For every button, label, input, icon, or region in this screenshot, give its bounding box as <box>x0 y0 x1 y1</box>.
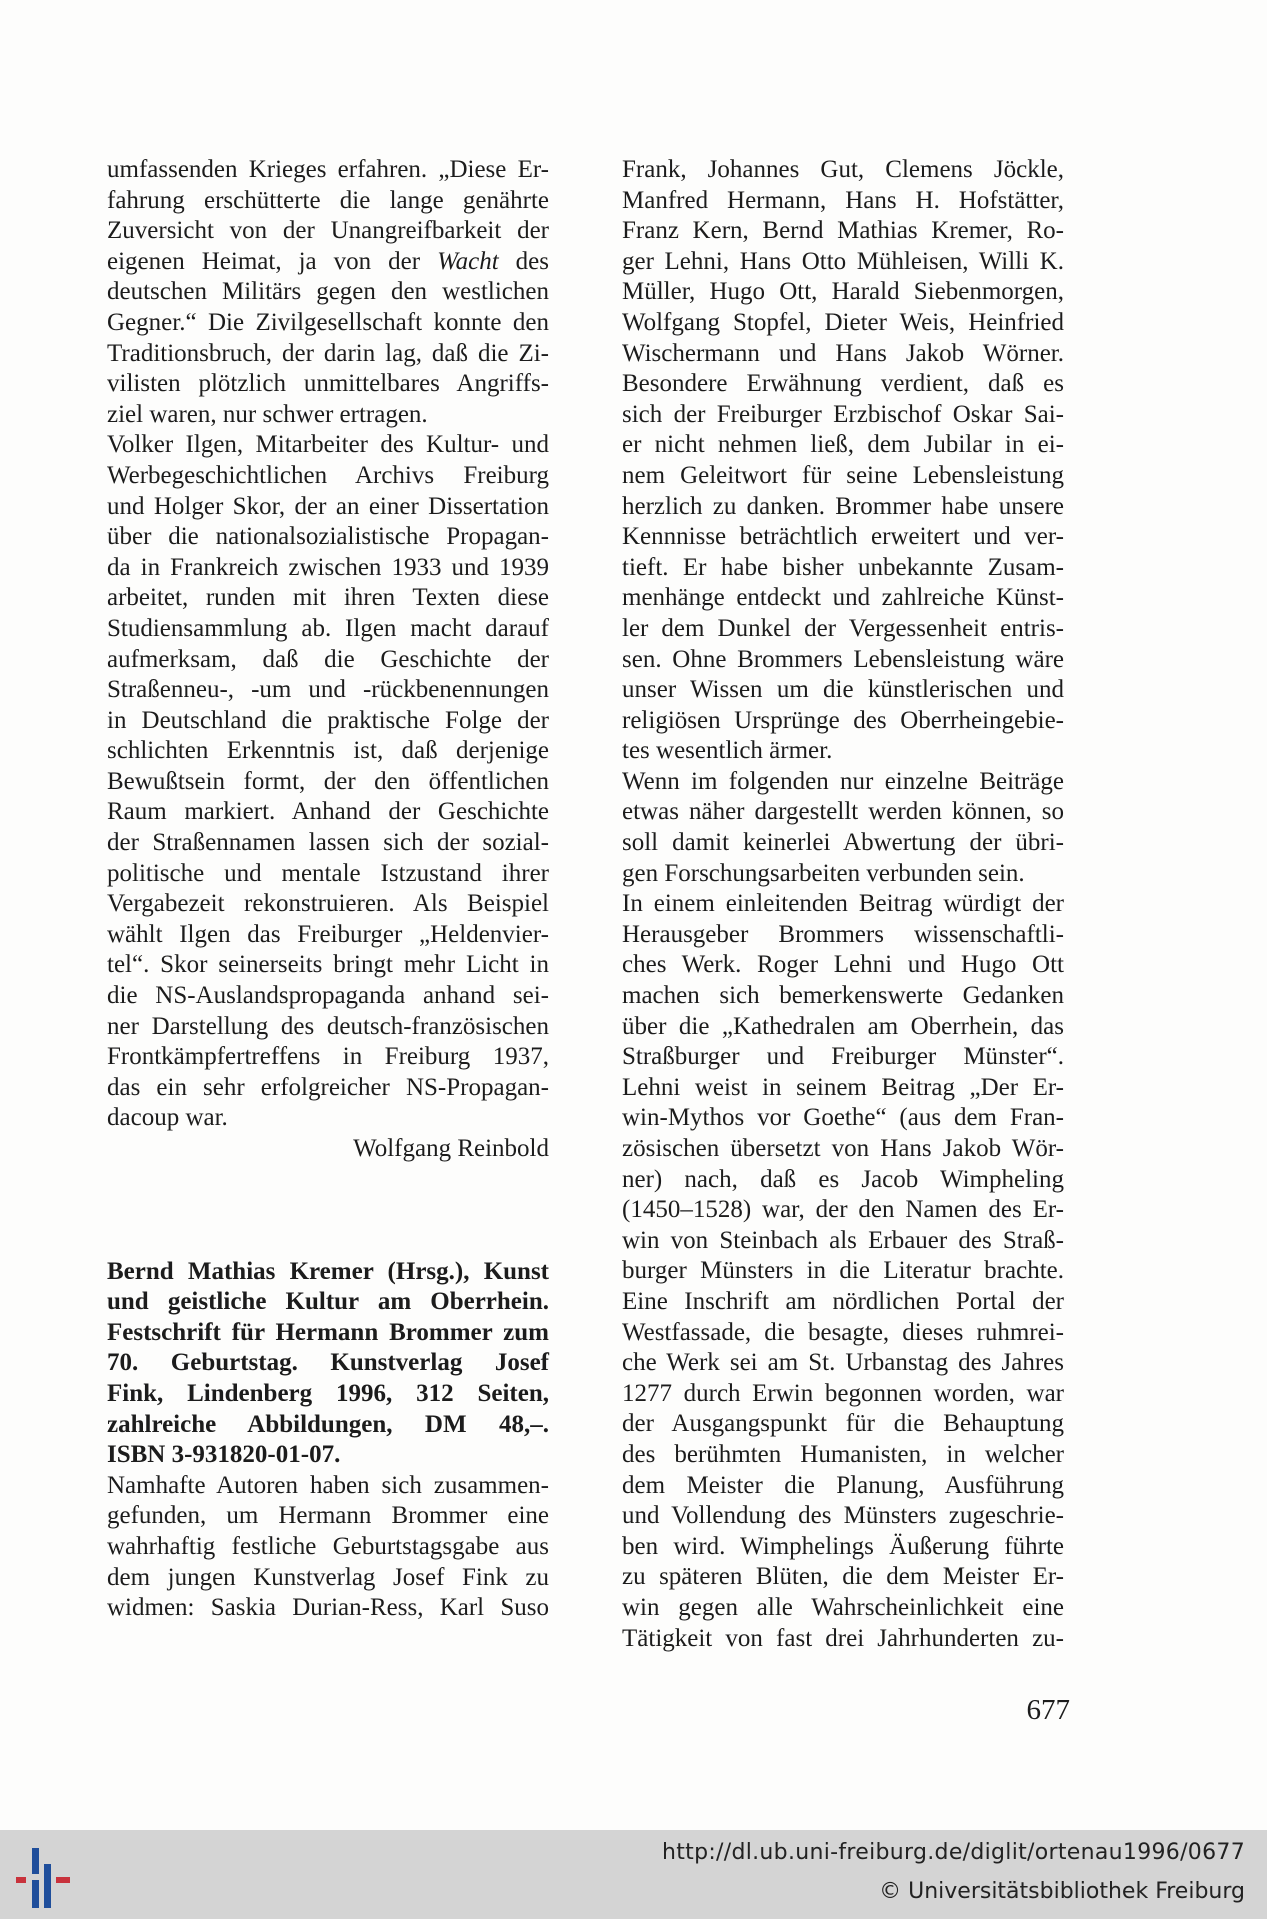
text-line: Straßburger und Freiburger Münster“. <box>622 1043 1064 1071</box>
text-line: ben wird. Wimphelings Äußerung führte <box>622 1532 1064 1560</box>
text-line: burger Münsters in die Literatur brachte. <box>622 1257 1064 1285</box>
text-line: und Vollendung des Münsters zugeschrie- <box>622 1502 1064 1530</box>
text-line: der Ausgangspunkt für die Behauptung <box>622 1410 1064 1438</box>
heading-line: ISBN 3-931820-01-07. <box>107 1441 341 1469</box>
text-line: politische und mentale Istzustand ihrer <box>107 859 549 887</box>
text-line: machen sich bemerkenswerte Gedanken <box>622 982 1064 1010</box>
text-line: Westfassade, die besagte, dieses ruhmrei- <box>622 1318 1064 1346</box>
text-line: unser Wissen um die künstlerischen und <box>622 676 1064 704</box>
heading-line: und geistliche Kultur am Oberrhein. <box>107 1288 549 1316</box>
text-line: ler dem Dunkel der Vergessenheit entris- <box>622 614 1064 642</box>
text-line: er nicht nehmen ließ, dem Jubilar in ei- <box>622 431 1064 459</box>
text-line: win von Steinbach als Erbauer des Straß- <box>622 1226 1064 1254</box>
text-line: Bewußtsein formt, der den öffentlichen <box>107 767 549 795</box>
text-line: dacoup war. <box>107 1104 228 1132</box>
text-line: win gegen alle Wahrscheinlichkeit eine <box>622 1593 1064 1621</box>
text-line: vilisten plötzlich unmittelbares Angriffs- <box>107 370 549 398</box>
footer-bar <box>0 1830 1267 1919</box>
text-line: widmen: Saskia Durian-Ress, Karl Suso <box>107 1594 549 1622</box>
text-line: tieft. Er habe bisher unbekannte Zusam- <box>622 553 1064 581</box>
text-line: Müller, Hugo Ott, Harald Siebenmorgen, <box>622 278 1064 306</box>
page-number: 677 <box>1026 1694 1070 1726</box>
text-line: 1277 durch Erwin begonnen worden, war <box>622 1379 1064 1407</box>
text-line: (1450–1528) war, der den Namen des Er- <box>622 1196 1064 1224</box>
text-line: da in Frankreich zwischen 1933 und 1939 <box>107 553 549 581</box>
text-line: fahrung erschütterte die lange genährte <box>107 186 549 214</box>
left-paragraph-3 <box>107 1471 549 1624</box>
text-line: tel“. Skor seinerseits bringt mehr Licht in <box>107 951 549 979</box>
text-line: der Straßennamen lassen sich der sozial- <box>107 829 549 857</box>
text-line: dem jungen Kunstverlag Josef Fink zu <box>107 1563 549 1591</box>
text-line: ches Werk. Roger Lehni und Hugo Ott <box>622 951 1064 979</box>
ub-freiburg-logo-icon <box>12 1844 82 1910</box>
text-line: aufmerksam, daß die Geschichte der <box>107 645 549 673</box>
text-line: Eine Inschrift am nördlichen Portal der <box>622 1287 1064 1315</box>
text-line: in Deutschland die praktische Folge der <box>107 706 549 734</box>
text-line: che Werk sei am St. Urbanstag des Jahres <box>622 1349 1064 1377</box>
text-line: Lehni weist in seinem Beitrag „Der Er- <box>622 1073 1064 1101</box>
text-line: zu späteren Blüten, die dem Meister Er- <box>622 1563 1064 1591</box>
emphasis-word: Wacht <box>437 247 499 275</box>
text-line: dem Meister die Planung, Ausführung <box>622 1471 1064 1499</box>
text-line: Studiensammlung ab. Ilgen macht darauf <box>107 614 549 642</box>
footer-copyright: © Universitätsbibliothek Freiburg <box>879 1879 1245 1904</box>
text-line: Tätigkeit von fast drei Jahrhunderten zu- <box>622 1624 1064 1652</box>
text-line: eigenen Heimat, ja von der Wacht des <box>107 247 549 275</box>
text-line: Wolfgang Stopfel, Dieter Weis, Heinfried <box>622 308 1064 336</box>
right-column <box>622 155 1064 1654</box>
text-line: schlichten Erkenntnis ist, daß derjenige <box>107 737 549 765</box>
heading-line: Bernd Mathias Kremer (Hrsg.), Kunst <box>107 1257 549 1285</box>
text-line: win-Mythos vor Goethe“ (aus dem Fran- <box>622 1104 1064 1132</box>
heading-line: Festschrift für Hermann Brommer zum <box>107 1318 549 1346</box>
text-line: ner Darstellung des deutsch-französischen <box>107 1012 549 1040</box>
text-line: ner) nach, daß es Jacob Wimpheling <box>622 1165 1064 1193</box>
text-line: wahrhaftig festliche Geburtstagsgabe aus <box>107 1532 549 1560</box>
text-line: Gegner.“ Die Zivilgesellschaft konnte den <box>107 308 549 336</box>
text-line: ziel waren, nur schwer ertragen. <box>107 400 428 428</box>
left-paragraph-2 <box>107 430 549 1134</box>
text-line: das ein sehr erfolgreicher NS-Propagan- <box>107 1073 549 1101</box>
text-line: soll damit keinerlei Abwertung der übri- <box>622 829 1064 857</box>
text-line: nem Geleitwort für seine Lebensleistung <box>622 461 1064 489</box>
text-line: über die nationalsozialistische Propagan- <box>107 523 549 551</box>
text-line: Traditionsbruch, der darin lag, daß die Zi- <box>107 339 549 367</box>
text-line: Volker Ilgen, Mitarbeiter des Kultur- und <box>107 431 549 459</box>
text-line: Namhafte Autoren haben sich zusammen- <box>107 1471 549 1499</box>
text-line: In einem einleitenden Beitrag würdigt der <box>622 890 1064 918</box>
text-line: Vergabezeit rekonstruieren. Als Beispiel <box>107 890 549 918</box>
review-heading <box>107 1257 549 1471</box>
text-line: deutschen Militärs gegen den westlichen <box>107 278 549 306</box>
text-line: Besondere Erwähnung verdient, daß es <box>622 370 1064 398</box>
right-paragraph-1 <box>622 155 1064 767</box>
right-paragraph-3 <box>622 889 1064 1654</box>
text-line: herzlich zu danken. Brommer habe unsere <box>622 492 1064 520</box>
heading-line: 70. Geburtstag. Kunstverlag Josef <box>107 1349 549 1377</box>
text-line: Raum markiert. Anhand der Geschichte <box>107 798 549 826</box>
text-line: ger Lehni, Hans Otto Mühleisen, Willi K. <box>622 247 1064 275</box>
text-line: und Holger Skor, der an einer Dissertation <box>107 492 549 520</box>
text-line: tes wesentlich ärmer. <box>622 737 833 765</box>
text-line: des berühmten Humanisten, in welcher <box>622 1440 1064 1468</box>
text-line: Manfred Hermann, Hans H. Hofstätter, <box>622 186 1064 214</box>
text-line: Wischermann und Hans Jakob Wörner. <box>622 339 1064 367</box>
text-line: Straßenneu-, -um und -rückbenennungen <box>107 676 549 704</box>
text-line: sich der Freiburger Erzbischof Oskar Sai- <box>622 400 1064 428</box>
text-line: Franz Kern, Bernd Mathias Kremer, Ro- <box>622 217 1064 245</box>
text-line: umfassenden Krieges erfahren. „Diese Er- <box>107 156 549 183</box>
text-line: sen. Ohne Brommers Lebensleistung wäre <box>622 645 1064 673</box>
text-line: Frontkämpfertreffens in Freiburg 1937, <box>107 1043 549 1071</box>
right-paragraph-2 <box>622 767 1064 889</box>
heading-line: Fink, Lindenberg 1996, 312 Seiten, <box>107 1379 549 1407</box>
text-line: menhänge entdeckt und zahlreiche Künst- <box>622 584 1064 612</box>
text-line: Frank, Johannes Gut, Clemens Jöckle, <box>622 156 1064 183</box>
text-line: Werbegeschichtlichen Archivs Freiburg <box>107 461 549 489</box>
text-line: Herausgeber Brommers wissenschaftli- <box>622 920 1064 948</box>
text-line: zösischen übersetzt von Hans Jakob Wör- <box>622 1135 1064 1162</box>
text-line: Wenn im folgenden nur einzelne Beiträge <box>622 767 1064 795</box>
text-line: religiösen Ursprünge des Oberrheingebie- <box>622 706 1064 734</box>
text-line: Zuversicht von der Unangreifbarkeit der <box>107 217 549 245</box>
left-paragraph-1 <box>107 155 549 430</box>
left-column <box>107 155 549 1624</box>
text-line: wählt Ilgen das Freiburger „Heldenvier- <box>107 920 549 948</box>
section-gap <box>107 1165 549 1257</box>
text-line: die NS-Auslandspropaganda anhand sei- <box>107 982 549 1010</box>
text-line: gen Forschungsarbeiten verbunden sein. <box>622 859 1025 887</box>
heading-line: zahlreiche Abbildungen, DM 48,–. <box>107 1410 549 1438</box>
text-line: etwas näher dargestellt werden können, so <box>622 798 1064 826</box>
text-line: gefunden, um Hermann Brommer eine <box>107 1502 549 1530</box>
review-signature: Wolfgang Reinbold <box>353 1135 549 1162</box>
text-line: Kennnisse beträchtlich erweitert und ver- <box>622 523 1064 551</box>
footer-url-link[interactable]: http://dl.ub.uni-freiburg.de/diglit/ortenau1996/0677 <box>661 1840 1245 1865</box>
text-line: arbeitet, runden mit ihren Texten diese <box>107 584 549 612</box>
text-line: über die „Kathedralen am Oberrhein, das <box>622 1012 1064 1040</box>
